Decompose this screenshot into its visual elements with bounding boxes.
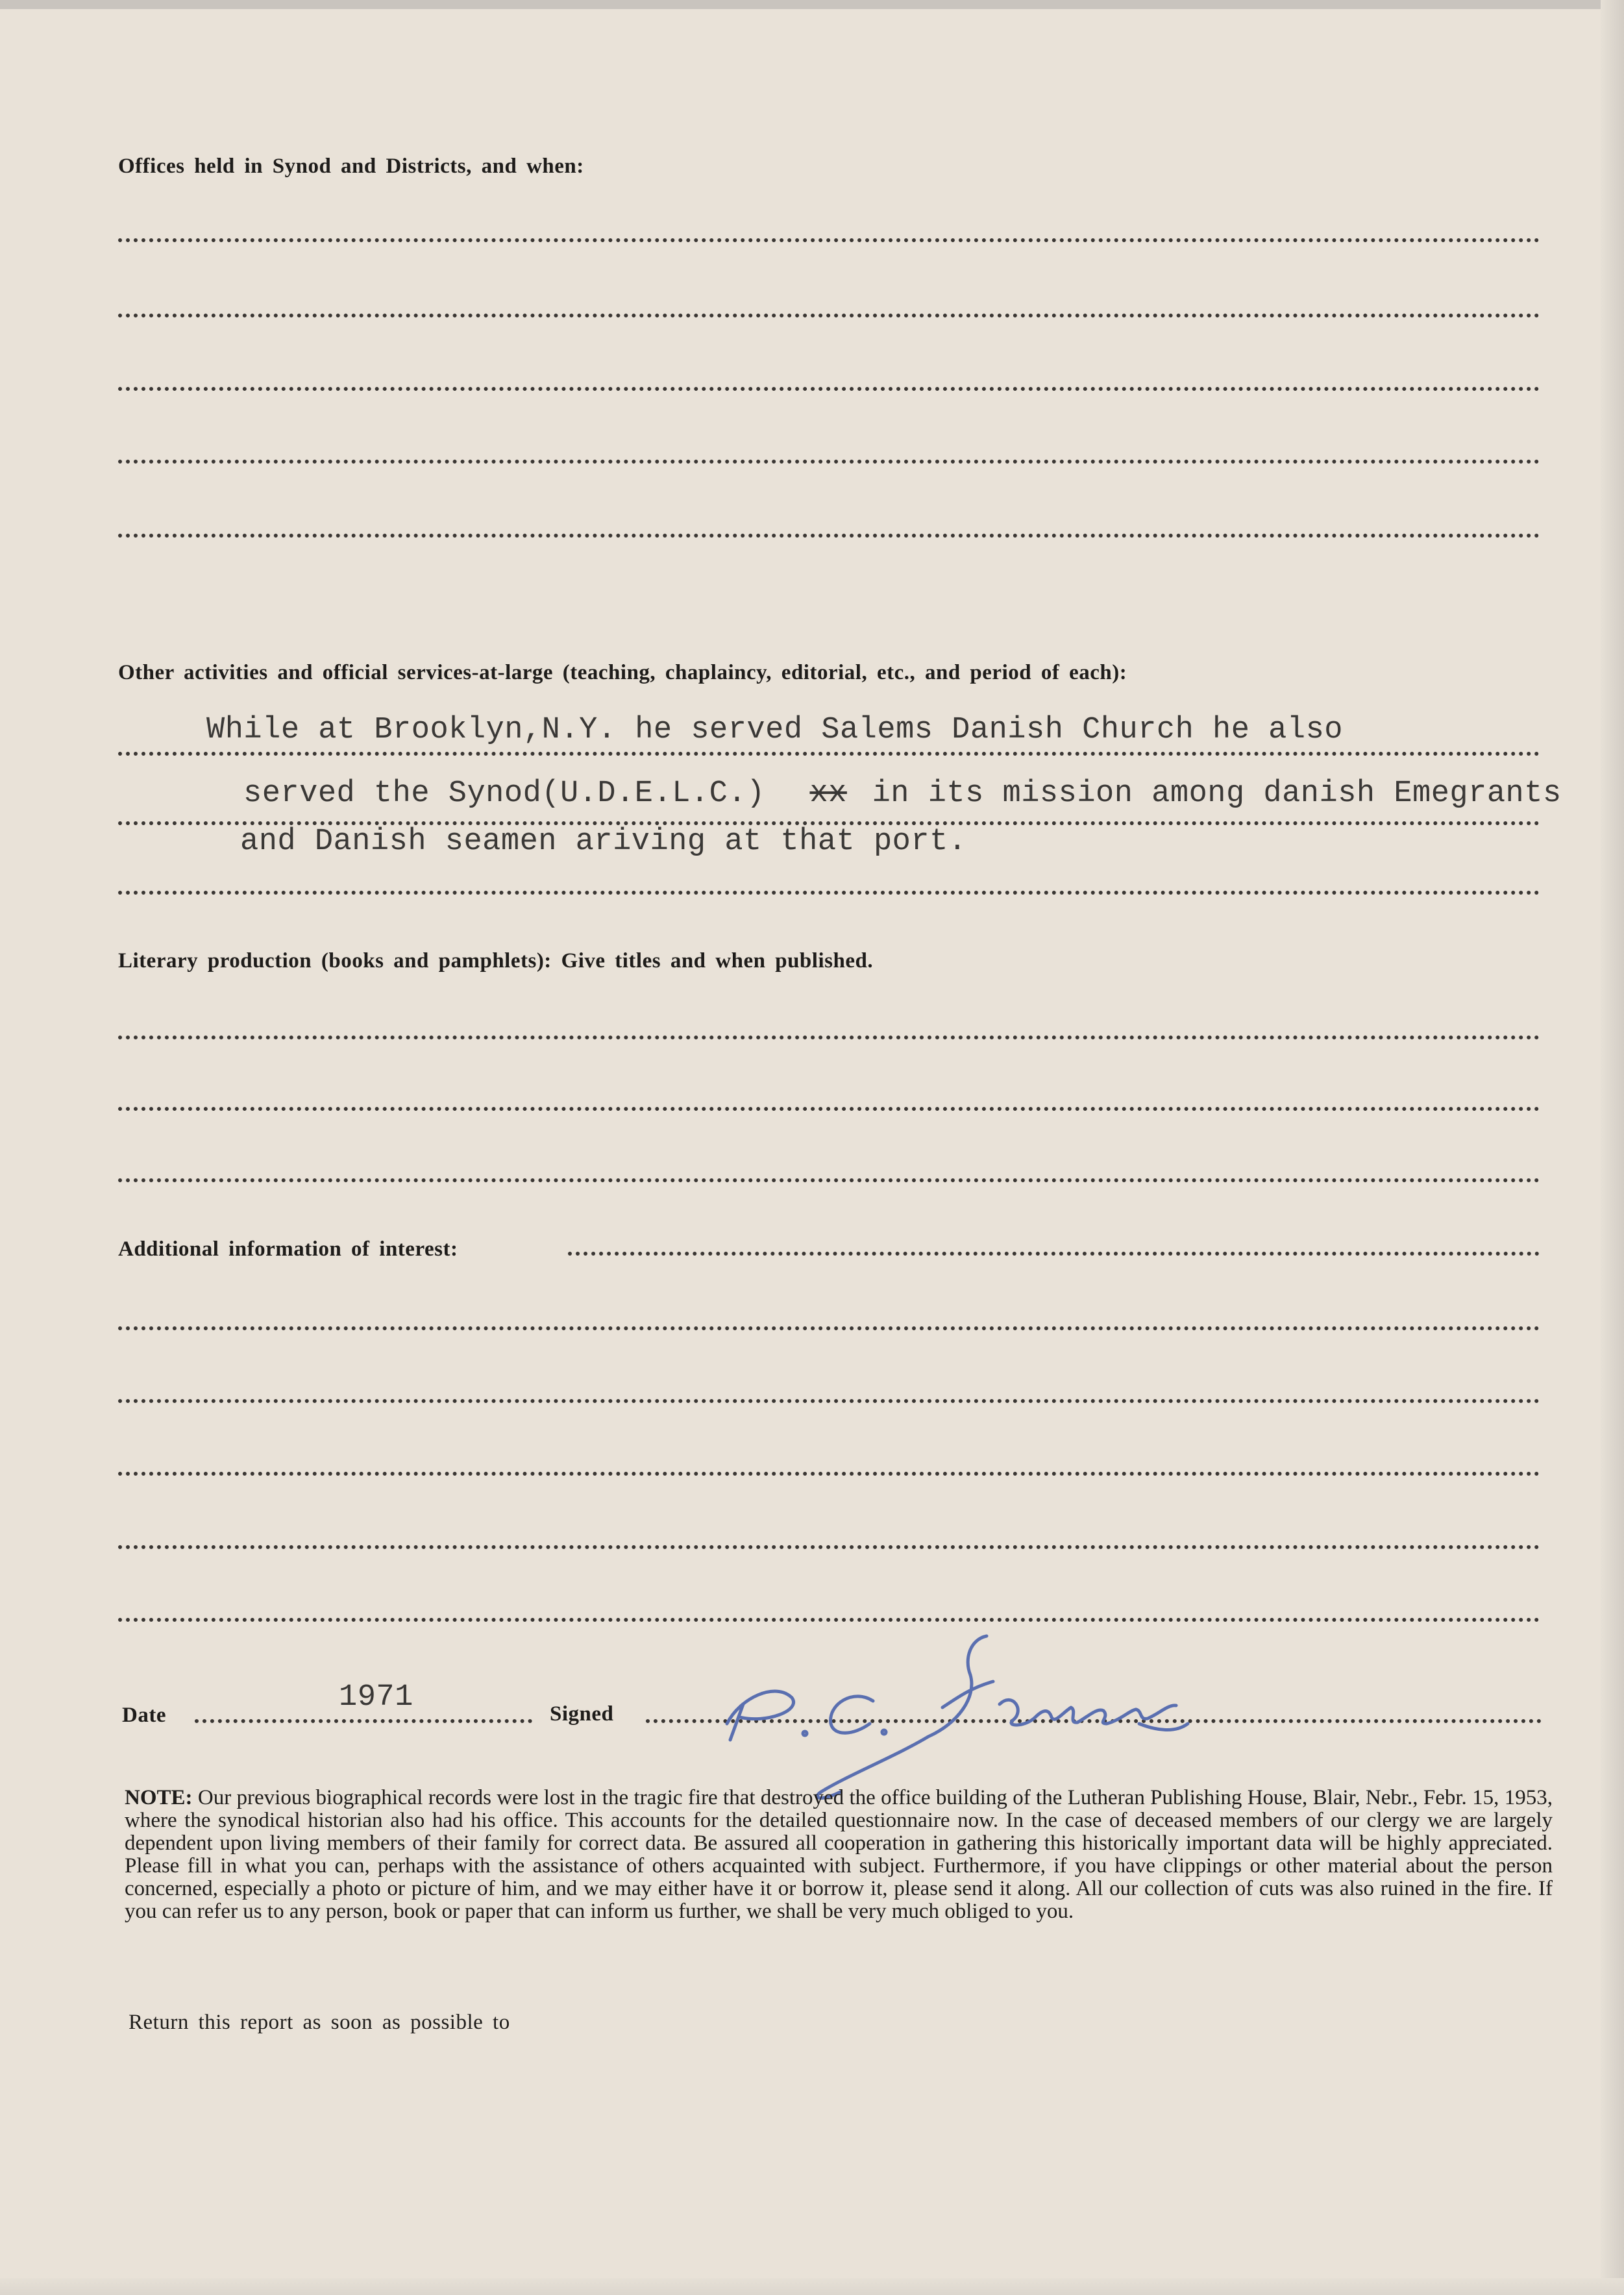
offices-line-1 bbox=[118, 238, 1540, 242]
activities-typed-line-2b: in its mission among danish Emegrants bbox=[872, 776, 1562, 811]
additional-line-1 bbox=[568, 1252, 1540, 1256]
scan-border-top bbox=[0, 0, 1624, 9]
activities-label: Other activities and official services-at-large (teaching, chaplaincy, editorial, etc., and period of each): bbox=[118, 661, 1127, 684]
additional-line-3 bbox=[118, 1399, 1540, 1403]
activities-typed-line-2 bbox=[243, 776, 1562, 811]
scan-border-right bbox=[1601, 0, 1624, 2295]
offices-line-5 bbox=[118, 534, 1540, 538]
date-value: 1971 bbox=[339, 1680, 413, 1715]
activities-typed-line-3: and Danish seamen ariving at that port. bbox=[240, 825, 967, 859]
date-label: Date bbox=[122, 1704, 166, 1727]
activities-line-1 bbox=[118, 752, 1540, 756]
activities-typed-line-1: While at Brooklyn,N.Y. he served Salems Danish Church he also bbox=[206, 713, 1343, 747]
offices-line-4 bbox=[118, 460, 1540, 464]
note-text: Our previous biographical records were lost in the tragic fire that destroyed the office building of the Lutheran Publishing House, Blair, Nebr., Febr. 15, 1953, where the synodical historian also had his office. This accounts for the detailed questionnaire now. In the case of deceased members of our clergy we are largely dependent upon living members of their family for correct data. Be assured all cooperation in gathering this historically important data will be highly appreciated. Please fill in what you can, perhaps with the assistance of others acquainted with subject. Furthermore, if you have clippings or other material about the person concerned, especially a photo or picture of him, and we may either have it or borrow it, please send it along. All our collection of cuts was also ruined in the fire. If you can refer us to any person, book or paper that can inform us further, we shall be very much obliged to you. bbox=[125, 1786, 1553, 1923]
offices-label: Offices held in Synod and Districts, and when: bbox=[118, 155, 584, 178]
activities-typed-line-2a: served the Synod(U.D.E.L.C.) bbox=[243, 776, 765, 811]
additional-label: Additional information of interest: bbox=[118, 1237, 458, 1261]
additional-line-5 bbox=[118, 1545, 1540, 1549]
literary-label: Literary production (books and pamphlets): Give titles and when published. bbox=[118, 949, 874, 973]
date-line bbox=[195, 1719, 532, 1723]
return-label: Return this report as soon as possible to bbox=[129, 2011, 510, 2034]
activities-line-3 bbox=[118, 891, 1540, 895]
additional-line-6 bbox=[118, 1618, 1540, 1622]
literary-line-1 bbox=[118, 1036, 1540, 1039]
literary-line-3 bbox=[118, 1178, 1540, 1182]
literary-line-2 bbox=[118, 1107, 1540, 1111]
additional-line-4 bbox=[118, 1472, 1540, 1476]
scan-border-bottom bbox=[0, 2278, 1624, 2295]
offices-line-2 bbox=[118, 314, 1540, 317]
offices-line-3 bbox=[118, 387, 1540, 391]
additional-line-2 bbox=[118, 1326, 1540, 1330]
note-paragraph bbox=[125, 1787, 1553, 1923]
handwritten-signature bbox=[714, 1626, 1207, 1802]
signed-label: Signed bbox=[550, 1702, 614, 1726]
activities-typed-strikethrough: xx bbox=[809, 776, 847, 811]
note-heading: NOTE: bbox=[125, 1786, 193, 1809]
